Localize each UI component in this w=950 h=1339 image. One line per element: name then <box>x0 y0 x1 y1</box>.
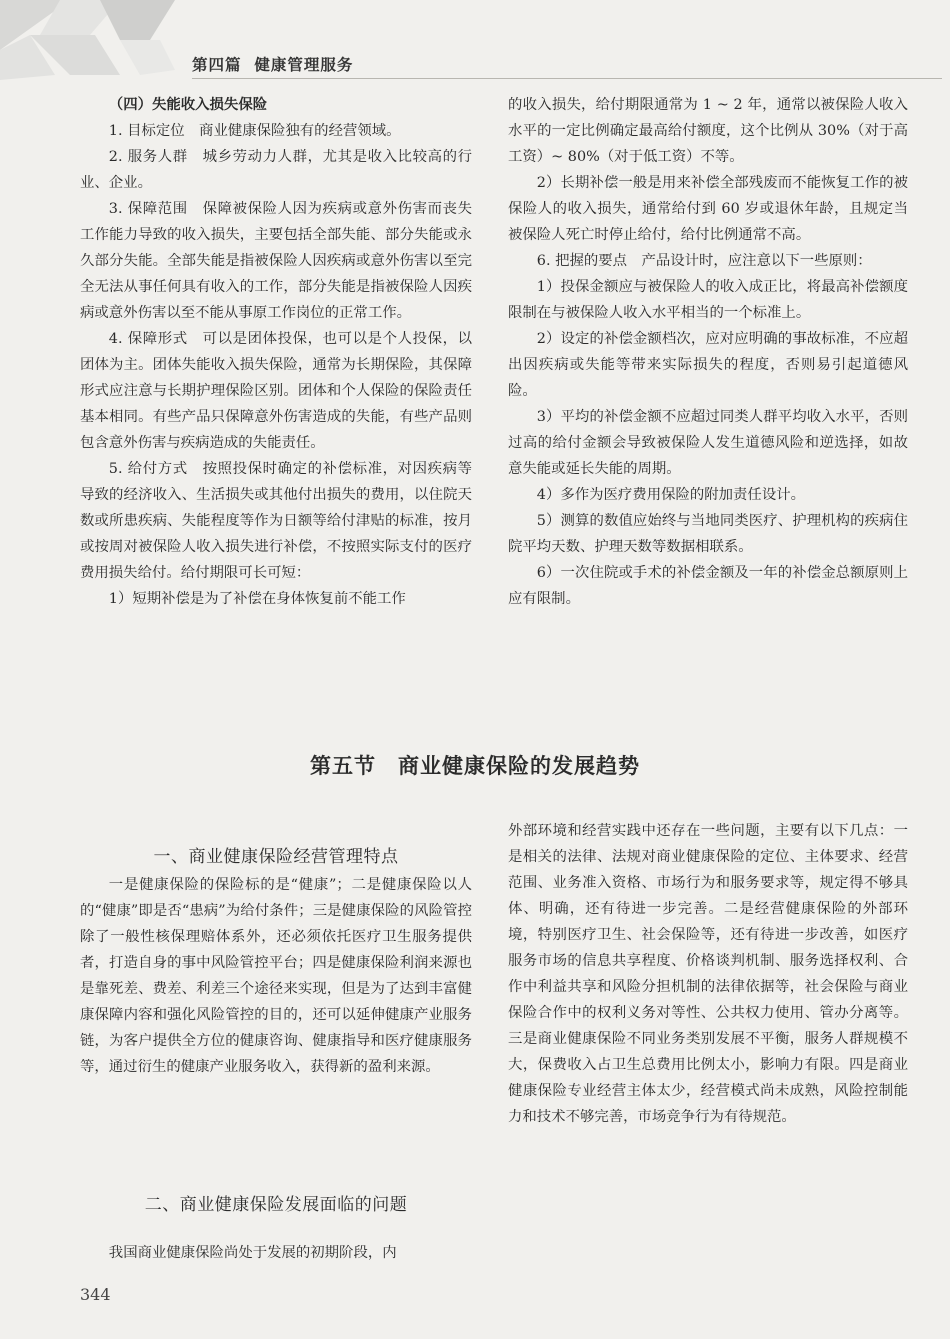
left-column-bottom <box>80 872 472 1080</box>
paragraph: 2. 服务人群 城乡劳动力人群，尤其是收入比较高的行业、企业。 <box>80 149 472 191</box>
header-part: 第四篇 <box>192 56 242 74</box>
paragraph: 1）短期补偿是为了补偿在身体恢复前不能工作 <box>108 591 406 607</box>
paragraph: 1）投保金额应与被保险人的收入成正比，将最高补偿额度限制在与被保险人收入水平相当的一个标准上。 <box>508 279 908 321</box>
paragraph: 2）设定的补偿金额档次，应对应明确的事故标准，不应超出因疾病或失能等带来实际损失的程度，否则易引起道德风险。 <box>508 331 908 399</box>
paragraph: 5）测算的数值应始终与当地同类医疗、护理机构的疾病住院平均天数、护理天数等数据相联系。 <box>508 513 908 555</box>
subsection-title-1: 一、商业健康保险经营管理特点 <box>153 847 399 867</box>
paragraph: 我国商业健康保险尚处于发展的初期阶段，内 <box>108 1245 397 1261</box>
paragraph: 5. 给付方式 按照投保时确定的补偿标准，对因疾病等导致的经济收入、生活损失或其他付出损失的费用，以住院天数或所患疾病、失能程度等作为日额等给付津贴的标准，按月或按周对被保险人收入损失进行补偿，不按照实际支付的医疗费用损失给付。给付期限可长可短： <box>80 461 472 581</box>
paragraph: 2）长期补偿一般是用来补偿全部残废而不能恢复工作的被保险人的收入损失，通常给付到 60 岁或退休年龄，且规定当被保险人死亡时停止给付，给付比例通常不高。 <box>508 175 908 243</box>
corner-decoration <box>0 0 180 80</box>
paragraph: 1. 目标定位 商业健康保险独有的经营领域。 <box>108 123 401 139</box>
header-rule <box>192 78 942 79</box>
subheading-disability-income: （四）失能收入损失保险 <box>108 97 268 113</box>
right-column-top <box>508 92 908 612</box>
running-header <box>192 53 353 75</box>
paragraph: 4. 保障形式 可以是团体投保，也可以是个人投保，以团体为主。团体失能收入损失保险，通常为长期保险，其保障形式应注意与长期护理保险区别。团体和个人保险的保险责任基本相同。有些产品只保障意外伤害造成的失能，有些产品则包含意外伤害与疾病造成的失能责任。 <box>80 331 472 451</box>
paragraph: 4）多作为医疗费用保险的附加责任设计。 <box>536 487 805 503</box>
paragraph: 的收入损失，给付期限通常为 1 ~ 2 年，通常以被保险人收入水平的一定比例确定最高给付额度，这个比例从 30%（对于高工资）~ 80%（对于低工资）不等。 <box>508 97 908 165</box>
paragraph: 一是健康保险的保险标的是“健康”；二是健康保险以人的“健康”即是否“患病”为给付条件；三是健康保险的风险管控除了一般性核保理赔体系外，还必须依托医疗卫生服务提供者，打造自身的事中风险管控平台；四是健康保险利润来源也是靠死差、费差、利差三个途径来实现，但是为了达到丰富健康保障内容和强化风险管控的目的，还可以延伸健康产业服务链，为客户提供全方位的健康咨询、健康指导和医疗健康服务等，通过衍生的健康产业服务收入，获得新的盈利来源。 <box>80 877 472 1075</box>
subsection-heading-2 <box>80 1192 472 1266</box>
paragraph: 6. 把握的要点 产品设计时，应注意以下一些原则： <box>536 253 872 269</box>
page-number: 344 <box>80 1285 111 1304</box>
paragraph: 3）平均的补偿金额不应超过同类人群平均收入水平，否则过高的给付金额会导致被保险人发生道德风险和逆选择，如故意失能或延长失能的周期。 <box>508 409 908 477</box>
left-column-top <box>80 92 472 612</box>
subsection-heading-1 <box>80 844 472 870</box>
header-title: 健康管理服务 <box>254 56 354 74</box>
section-title: 第五节 商业健康保险的发展趋势 <box>310 753 640 778</box>
paragraph: 3. 保障范围 保障被保险人因为疾病或意外伤害而丧失工作能力导致的收入损失，主要包括全部失能、部分失能或永久部分失能。全部失能是指被保险人因疾病或意外伤害以至完全无法从事任何具有收入的工作，部分失能是指被保险人因疾病或意外伤害以至不能从事原工作岗位的正常工作。 <box>80 201 472 321</box>
subsection-title-2: 二、商业健康保险发展面临的问题 <box>144 1195 408 1215</box>
paragraph: 6）一次住院或手术的补偿金额及一年的补偿金总额原则上应有限制。 <box>508 565 908 607</box>
paragraph: 外部环境和经营实践中还存在一些问题，主要有以下几点：一是相关的法律、法规对商业健康保险的定位、主体要求、经营范围、业务准入资格、市场行为和服务要求等，规定得不够具体、明确，还有待进一步完善。二是经营健康保险的外部环境，特别医疗卫生、社会保险等，还有待进一步改善，如医疗服务市场的信息共享程度、价格谈判机制、服务选择权利、合作中利益共享和风险分担机制的法律依据等，社会保险与商业保险合作中的权利义务对等性、公共权力使用、管办分离等。三是商业健康保险不同业务类别发展不平衡，服务人群规模不大，保费收入占卫生总费用比例太小，影响力有限。四是商业健康保险专业经营主体太少，经营模式尚未成熟，风险控制能力和技术不够完善，市场竞争行为有待规范。 <box>508 823 908 1125</box>
right-column-bottom <box>508 818 908 1130</box>
